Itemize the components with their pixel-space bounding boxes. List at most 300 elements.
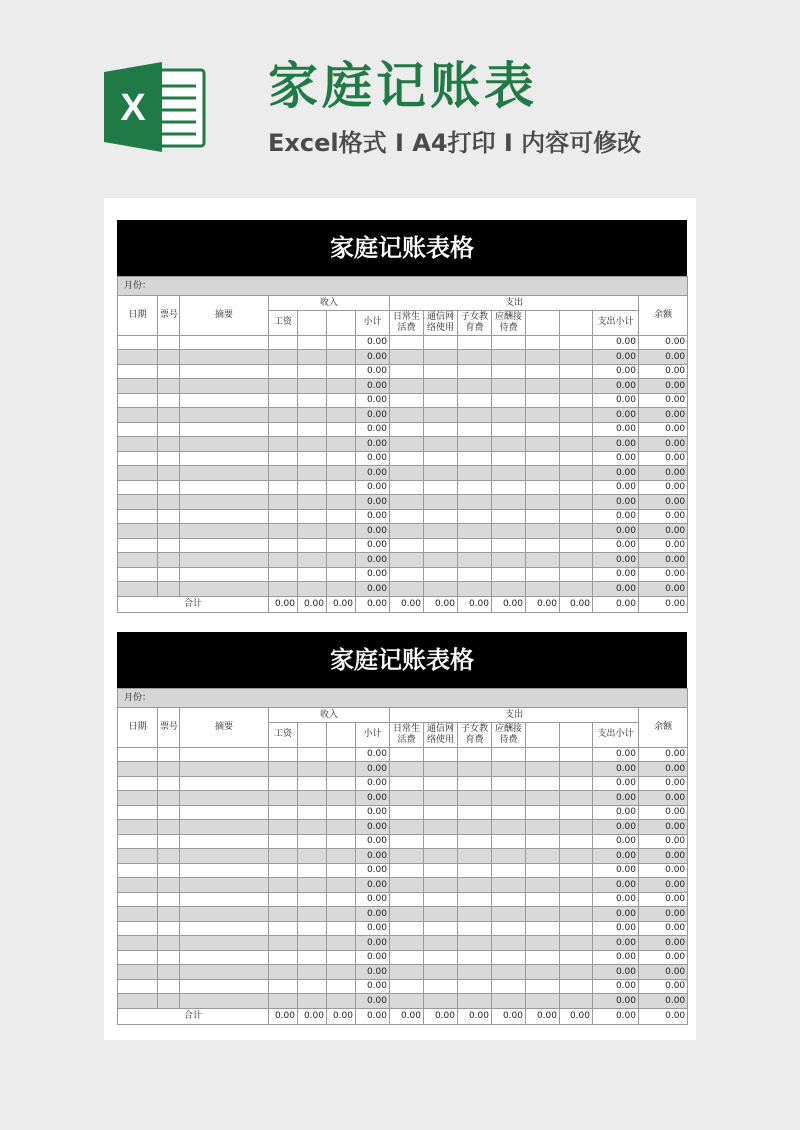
table-cell[interactable] xyxy=(560,878,593,893)
row-expense-subtotal[interactable]: 0.00 xyxy=(593,805,639,820)
table-cell[interactable] xyxy=(118,379,158,394)
table-cell[interactable] xyxy=(526,350,560,365)
row-subtotal[interactable]: 0.00 xyxy=(356,849,390,864)
row-balance[interactable]: 0.00 xyxy=(639,364,688,379)
table-cell[interactable] xyxy=(298,907,327,922)
row-expense-subtotal[interactable]: 0.00 xyxy=(593,524,639,539)
table-cell[interactable] xyxy=(327,350,356,365)
row-subtotal[interactable]: 0.00 xyxy=(356,878,390,893)
table-cell[interactable] xyxy=(327,422,356,437)
row-subtotal[interactable]: 0.00 xyxy=(356,582,390,597)
table-cell[interactable] xyxy=(390,863,424,878)
table-cell[interactable] xyxy=(560,350,593,365)
table-cell[interactable] xyxy=(560,950,593,965)
table-cell[interactable] xyxy=(424,979,458,994)
table-cell[interactable] xyxy=(158,524,180,539)
row-balance[interactable]: 0.00 xyxy=(639,907,688,922)
table-cell[interactable] xyxy=(526,849,560,864)
table-cell[interactable] xyxy=(118,776,158,791)
table-cell[interactable] xyxy=(526,422,560,437)
table-cell[interactable] xyxy=(492,422,526,437)
table-cell[interactable] xyxy=(424,762,458,777)
row-expense-subtotal[interactable]: 0.00 xyxy=(593,408,639,423)
table-cell[interactable] xyxy=(560,921,593,936)
table-cell[interactable] xyxy=(424,524,458,539)
row-expense-subtotal[interactable]: 0.00 xyxy=(593,437,639,452)
table-cell[interactable] xyxy=(180,495,269,510)
table-cell[interactable] xyxy=(298,538,327,553)
table-cell[interactable] xyxy=(118,538,158,553)
table-cell[interactable] xyxy=(180,994,269,1009)
table-cell[interactable] xyxy=(327,495,356,510)
table-cell[interactable] xyxy=(424,950,458,965)
table-cell[interactable] xyxy=(118,979,158,994)
table-cell[interactable] xyxy=(118,791,158,806)
table-cell[interactable] xyxy=(560,422,593,437)
table-cell[interactable] xyxy=(327,582,356,597)
table-cell[interactable] xyxy=(424,878,458,893)
table-cell[interactable] xyxy=(269,364,298,379)
table-cell[interactable] xyxy=(526,509,560,524)
table-cell[interactable] xyxy=(424,965,458,980)
table-cell[interactable] xyxy=(118,907,158,922)
table-cell[interactable] xyxy=(298,408,327,423)
table-cell[interactable] xyxy=(180,350,269,365)
table-cell[interactable] xyxy=(492,393,526,408)
table-cell[interactable] xyxy=(180,849,269,864)
table-cell[interactable] xyxy=(526,950,560,965)
table-cell[interactable] xyxy=(390,480,424,495)
table-cell[interactable] xyxy=(298,791,327,806)
table-cell[interactable] xyxy=(560,379,593,394)
table-cell[interactable] xyxy=(458,451,492,466)
table-cell[interactable] xyxy=(158,509,180,524)
table-cell[interactable] xyxy=(327,553,356,568)
table-cell[interactable] xyxy=(269,408,298,423)
table-cell[interactable] xyxy=(327,451,356,466)
table-cell[interactable] xyxy=(424,553,458,568)
row-subtotal[interactable]: 0.00 xyxy=(356,762,390,777)
table-cell[interactable] xyxy=(118,863,158,878)
table-cell[interactable] xyxy=(390,820,424,835)
table-cell[interactable] xyxy=(560,907,593,922)
row-subtotal[interactable]: 0.00 xyxy=(356,480,390,495)
table-cell[interactable] xyxy=(424,936,458,951)
row-subtotal[interactable]: 0.00 xyxy=(356,393,390,408)
table-cell[interactable] xyxy=(180,791,269,806)
table-cell[interactable] xyxy=(560,863,593,878)
table-cell[interactable] xyxy=(458,582,492,597)
table-cell[interactable] xyxy=(269,820,298,835)
table-cell[interactable] xyxy=(492,878,526,893)
table-cell[interactable] xyxy=(390,422,424,437)
table-cell[interactable] xyxy=(492,350,526,365)
row-subtotal[interactable]: 0.00 xyxy=(356,747,390,762)
table-cell[interactable] xyxy=(458,979,492,994)
table-cell[interactable] xyxy=(526,878,560,893)
row-balance[interactable]: 0.00 xyxy=(639,567,688,582)
row-balance[interactable]: 0.00 xyxy=(639,950,688,965)
table-cell[interactable] xyxy=(269,979,298,994)
table-cell[interactable] xyxy=(424,863,458,878)
row-expense-subtotal[interactable]: 0.00 xyxy=(593,509,639,524)
table-cell[interactable] xyxy=(560,553,593,568)
table-cell[interactable] xyxy=(269,509,298,524)
table-cell[interactable] xyxy=(269,437,298,452)
table-cell[interactable] xyxy=(158,936,180,951)
table-cell[interactable] xyxy=(492,582,526,597)
table-cell[interactable] xyxy=(560,776,593,791)
table-cell[interactable] xyxy=(298,965,327,980)
table-cell[interactable] xyxy=(327,921,356,936)
table-cell[interactable] xyxy=(560,480,593,495)
table-cell[interactable] xyxy=(424,820,458,835)
table-cell[interactable] xyxy=(327,437,356,452)
table-cell[interactable] xyxy=(458,921,492,936)
table-cell[interactable] xyxy=(458,437,492,452)
table-cell[interactable] xyxy=(424,335,458,350)
table-cell[interactable] xyxy=(118,364,158,379)
table-cell[interactable] xyxy=(424,451,458,466)
table-cell[interactable] xyxy=(492,994,526,1009)
row-balance[interactable]: 0.00 xyxy=(639,437,688,452)
table-cell[interactable] xyxy=(298,936,327,951)
table-cell[interactable] xyxy=(269,466,298,481)
table-cell[interactable] xyxy=(327,820,356,835)
table-cell[interactable] xyxy=(424,509,458,524)
table-cell[interactable] xyxy=(492,509,526,524)
table-cell[interactable] xyxy=(118,582,158,597)
row-expense-subtotal[interactable]: 0.00 xyxy=(593,776,639,791)
table-cell[interactable] xyxy=(492,965,526,980)
table-cell[interactable] xyxy=(180,907,269,922)
table-cell[interactable] xyxy=(327,965,356,980)
table-cell[interactable] xyxy=(269,538,298,553)
table-cell[interactable] xyxy=(424,466,458,481)
row-expense-subtotal[interactable]: 0.00 xyxy=(593,936,639,951)
table-cell[interactable] xyxy=(118,950,158,965)
table-cell[interactable] xyxy=(269,495,298,510)
table-cell[interactable] xyxy=(327,364,356,379)
table-cell[interactable] xyxy=(158,921,180,936)
table-cell[interactable] xyxy=(327,892,356,907)
table-cell[interactable] xyxy=(390,979,424,994)
table-cell[interactable] xyxy=(158,538,180,553)
row-subtotal[interactable]: 0.00 xyxy=(356,509,390,524)
row-balance[interactable]: 0.00 xyxy=(639,863,688,878)
table-cell[interactable] xyxy=(458,907,492,922)
row-balance[interactable]: 0.00 xyxy=(639,582,688,597)
table-cell[interactable] xyxy=(560,451,593,466)
table-cell[interactable] xyxy=(526,994,560,1009)
table-cell[interactable] xyxy=(390,747,424,762)
table-cell[interactable] xyxy=(269,393,298,408)
table-cell[interactable] xyxy=(492,834,526,849)
table-cell[interactable] xyxy=(158,335,180,350)
row-balance[interactable]: 0.00 xyxy=(639,965,688,980)
table-cell[interactable] xyxy=(424,892,458,907)
table-cell[interactable] xyxy=(118,393,158,408)
row-expense-subtotal[interactable]: 0.00 xyxy=(593,495,639,510)
row-expense-subtotal[interactable]: 0.00 xyxy=(593,393,639,408)
table-cell[interactable] xyxy=(327,393,356,408)
table-cell[interactable] xyxy=(492,553,526,568)
table-cell[interactable] xyxy=(180,538,269,553)
table-cell[interactable] xyxy=(158,950,180,965)
table-cell[interactable] xyxy=(269,907,298,922)
row-subtotal[interactable]: 0.00 xyxy=(356,820,390,835)
table-cell[interactable] xyxy=(118,834,158,849)
table-cell[interactable] xyxy=(298,437,327,452)
row-balance[interactable]: 0.00 xyxy=(639,994,688,1009)
table-cell[interactable] xyxy=(424,393,458,408)
table-cell[interactable] xyxy=(458,747,492,762)
table-cell[interactable] xyxy=(118,408,158,423)
table-cell[interactable] xyxy=(158,834,180,849)
row-subtotal[interactable]: 0.00 xyxy=(356,524,390,539)
row-balance[interactable]: 0.00 xyxy=(639,538,688,553)
table-cell[interactable] xyxy=(158,408,180,423)
table-cell[interactable] xyxy=(298,379,327,394)
table-cell[interactable] xyxy=(298,466,327,481)
row-balance[interactable]: 0.00 xyxy=(639,892,688,907)
table-cell[interactable] xyxy=(180,834,269,849)
table-cell[interactable] xyxy=(298,335,327,350)
table-cell[interactable] xyxy=(298,422,327,437)
row-balance[interactable]: 0.00 xyxy=(639,393,688,408)
table-cell[interactable] xyxy=(327,480,356,495)
table-cell[interactable] xyxy=(458,791,492,806)
table-cell[interactable] xyxy=(560,892,593,907)
table-cell[interactable] xyxy=(390,921,424,936)
row-balance[interactable]: 0.00 xyxy=(639,466,688,481)
row-balance[interactable]: 0.00 xyxy=(639,747,688,762)
table-cell[interactable] xyxy=(458,776,492,791)
table-cell[interactable] xyxy=(526,538,560,553)
table-cell[interactable] xyxy=(180,805,269,820)
row-subtotal[interactable]: 0.00 xyxy=(356,437,390,452)
table-cell[interactable] xyxy=(269,950,298,965)
table-cell[interactable] xyxy=(158,965,180,980)
table-cell[interactable] xyxy=(298,451,327,466)
table-cell[interactable] xyxy=(158,776,180,791)
table-cell[interactable] xyxy=(327,538,356,553)
row-balance[interactable]: 0.00 xyxy=(639,553,688,568)
table-cell[interactable] xyxy=(327,567,356,582)
table-cell[interactable] xyxy=(298,350,327,365)
row-subtotal[interactable]: 0.00 xyxy=(356,776,390,791)
table-cell[interactable] xyxy=(526,335,560,350)
table-cell[interactable] xyxy=(424,437,458,452)
table-cell[interactable] xyxy=(492,480,526,495)
row-subtotal[interactable]: 0.00 xyxy=(356,950,390,965)
table-cell[interactable] xyxy=(458,878,492,893)
table-cell[interactable] xyxy=(118,892,158,907)
table-cell[interactable] xyxy=(560,582,593,597)
table-cell[interactable] xyxy=(526,567,560,582)
table-cell[interactable] xyxy=(269,422,298,437)
table-cell[interactable] xyxy=(390,762,424,777)
row-balance[interactable]: 0.00 xyxy=(639,495,688,510)
table-cell[interactable] xyxy=(390,805,424,820)
table-cell[interactable] xyxy=(269,965,298,980)
row-expense-subtotal[interactable]: 0.00 xyxy=(593,994,639,1009)
table-cell[interactable] xyxy=(269,480,298,495)
table-cell[interactable] xyxy=(560,936,593,951)
table-cell[interactable] xyxy=(526,863,560,878)
row-subtotal[interactable]: 0.00 xyxy=(356,921,390,936)
table-cell[interactable] xyxy=(492,863,526,878)
table-cell[interactable] xyxy=(390,408,424,423)
row-expense-subtotal[interactable]: 0.00 xyxy=(593,466,639,481)
table-cell[interactable] xyxy=(492,907,526,922)
table-cell[interactable] xyxy=(298,553,327,568)
table-cell[interactable] xyxy=(526,495,560,510)
table-cell[interactable] xyxy=(560,965,593,980)
table-cell[interactable] xyxy=(560,524,593,539)
table-cell[interactable] xyxy=(526,379,560,394)
table-cell[interactable] xyxy=(424,582,458,597)
table-cell[interactable] xyxy=(424,567,458,582)
table-cell[interactable] xyxy=(526,820,560,835)
table-cell[interactable] xyxy=(327,979,356,994)
table-cell[interactable] xyxy=(158,582,180,597)
table-cell[interactable] xyxy=(327,791,356,806)
row-expense-subtotal[interactable]: 0.00 xyxy=(593,921,639,936)
table-cell[interactable] xyxy=(327,936,356,951)
table-cell[interactable] xyxy=(158,451,180,466)
table-cell[interactable] xyxy=(390,892,424,907)
table-cell[interactable] xyxy=(458,335,492,350)
row-subtotal[interactable]: 0.00 xyxy=(356,936,390,951)
table-cell[interactable] xyxy=(492,805,526,820)
table-cell[interactable] xyxy=(390,791,424,806)
table-cell[interactable] xyxy=(492,437,526,452)
table-cell[interactable] xyxy=(298,582,327,597)
table-cell[interactable] xyxy=(158,364,180,379)
table-cell[interactable] xyxy=(158,892,180,907)
table-cell[interactable] xyxy=(180,364,269,379)
table-cell[interactable] xyxy=(526,762,560,777)
row-expense-subtotal[interactable]: 0.00 xyxy=(593,422,639,437)
table-cell[interactable] xyxy=(458,408,492,423)
table-cell[interactable] xyxy=(158,994,180,1009)
row-subtotal[interactable]: 0.00 xyxy=(356,335,390,350)
table-cell[interactable] xyxy=(180,509,269,524)
row-balance[interactable]: 0.00 xyxy=(639,422,688,437)
table-cell[interactable] xyxy=(492,335,526,350)
table-cell[interactable] xyxy=(424,379,458,394)
table-cell[interactable] xyxy=(158,350,180,365)
table-cell[interactable] xyxy=(526,805,560,820)
table-cell[interactable] xyxy=(158,849,180,864)
table-cell[interactable] xyxy=(560,805,593,820)
table-cell[interactable] xyxy=(269,776,298,791)
table-cell[interactable] xyxy=(390,582,424,597)
table-cell[interactable] xyxy=(298,878,327,893)
table-cell[interactable] xyxy=(180,553,269,568)
table-cell[interactable] xyxy=(298,921,327,936)
table-cell[interactable] xyxy=(269,892,298,907)
table-cell[interactable] xyxy=(118,994,158,1009)
table-cell[interactable] xyxy=(180,979,269,994)
table-cell[interactable] xyxy=(390,509,424,524)
row-balance[interactable]: 0.00 xyxy=(639,350,688,365)
table-cell[interactable] xyxy=(560,509,593,524)
row-expense-subtotal[interactable]: 0.00 xyxy=(593,950,639,965)
table-cell[interactable] xyxy=(390,553,424,568)
table-cell[interactable] xyxy=(560,979,593,994)
table-cell[interactable] xyxy=(269,849,298,864)
table-cell[interactable] xyxy=(158,480,180,495)
table-cell[interactable] xyxy=(390,936,424,951)
table-cell[interactable] xyxy=(390,350,424,365)
table-cell[interactable] xyxy=(526,834,560,849)
table-cell[interactable] xyxy=(526,393,560,408)
table-cell[interactable] xyxy=(526,524,560,539)
table-cell[interactable] xyxy=(526,553,560,568)
table-cell[interactable] xyxy=(458,567,492,582)
table-cell[interactable] xyxy=(298,863,327,878)
table-cell[interactable] xyxy=(327,878,356,893)
table-cell[interactable] xyxy=(118,747,158,762)
table-cell[interactable] xyxy=(118,480,158,495)
table-cell[interactable] xyxy=(180,466,269,481)
table-cell[interactable] xyxy=(560,834,593,849)
row-subtotal[interactable]: 0.00 xyxy=(356,567,390,582)
table-cell[interactable] xyxy=(269,791,298,806)
row-expense-subtotal[interactable]: 0.00 xyxy=(593,965,639,980)
row-expense-subtotal[interactable]: 0.00 xyxy=(593,762,639,777)
table-cell[interactable] xyxy=(458,805,492,820)
table-cell[interactable] xyxy=(158,820,180,835)
table-cell[interactable] xyxy=(560,747,593,762)
table-cell[interactable] xyxy=(298,567,327,582)
table-cell[interactable] xyxy=(492,921,526,936)
table-cell[interactable] xyxy=(390,379,424,394)
table-cell[interactable] xyxy=(118,350,158,365)
row-subtotal[interactable]: 0.00 xyxy=(356,965,390,980)
table-cell[interactable] xyxy=(118,422,158,437)
table-cell[interactable] xyxy=(390,994,424,1009)
row-subtotal[interactable]: 0.00 xyxy=(356,834,390,849)
table-cell[interactable] xyxy=(492,495,526,510)
table-cell[interactable] xyxy=(327,776,356,791)
table-cell[interactable] xyxy=(298,849,327,864)
table-cell[interactable] xyxy=(526,364,560,379)
table-cell[interactable] xyxy=(492,791,526,806)
table-cell[interactable] xyxy=(269,863,298,878)
table-cell[interactable] xyxy=(327,863,356,878)
table-cell[interactable] xyxy=(118,335,158,350)
table-cell[interactable] xyxy=(492,747,526,762)
row-subtotal[interactable]: 0.00 xyxy=(356,466,390,481)
table-cell[interactable] xyxy=(560,466,593,481)
table-cell[interactable] xyxy=(298,747,327,762)
table-cell[interactable] xyxy=(298,480,327,495)
table-cell[interactable] xyxy=(180,480,269,495)
row-expense-subtotal[interactable]: 0.00 xyxy=(593,892,639,907)
table-cell[interactable] xyxy=(180,408,269,423)
row-balance[interactable]: 0.00 xyxy=(639,791,688,806)
table-cell[interactable] xyxy=(560,538,593,553)
table-cell[interactable] xyxy=(560,849,593,864)
table-cell[interactable] xyxy=(390,849,424,864)
row-subtotal[interactable]: 0.00 xyxy=(356,451,390,466)
table-cell[interactable] xyxy=(158,466,180,481)
table-cell[interactable] xyxy=(180,863,269,878)
table-cell[interactable] xyxy=(180,422,269,437)
